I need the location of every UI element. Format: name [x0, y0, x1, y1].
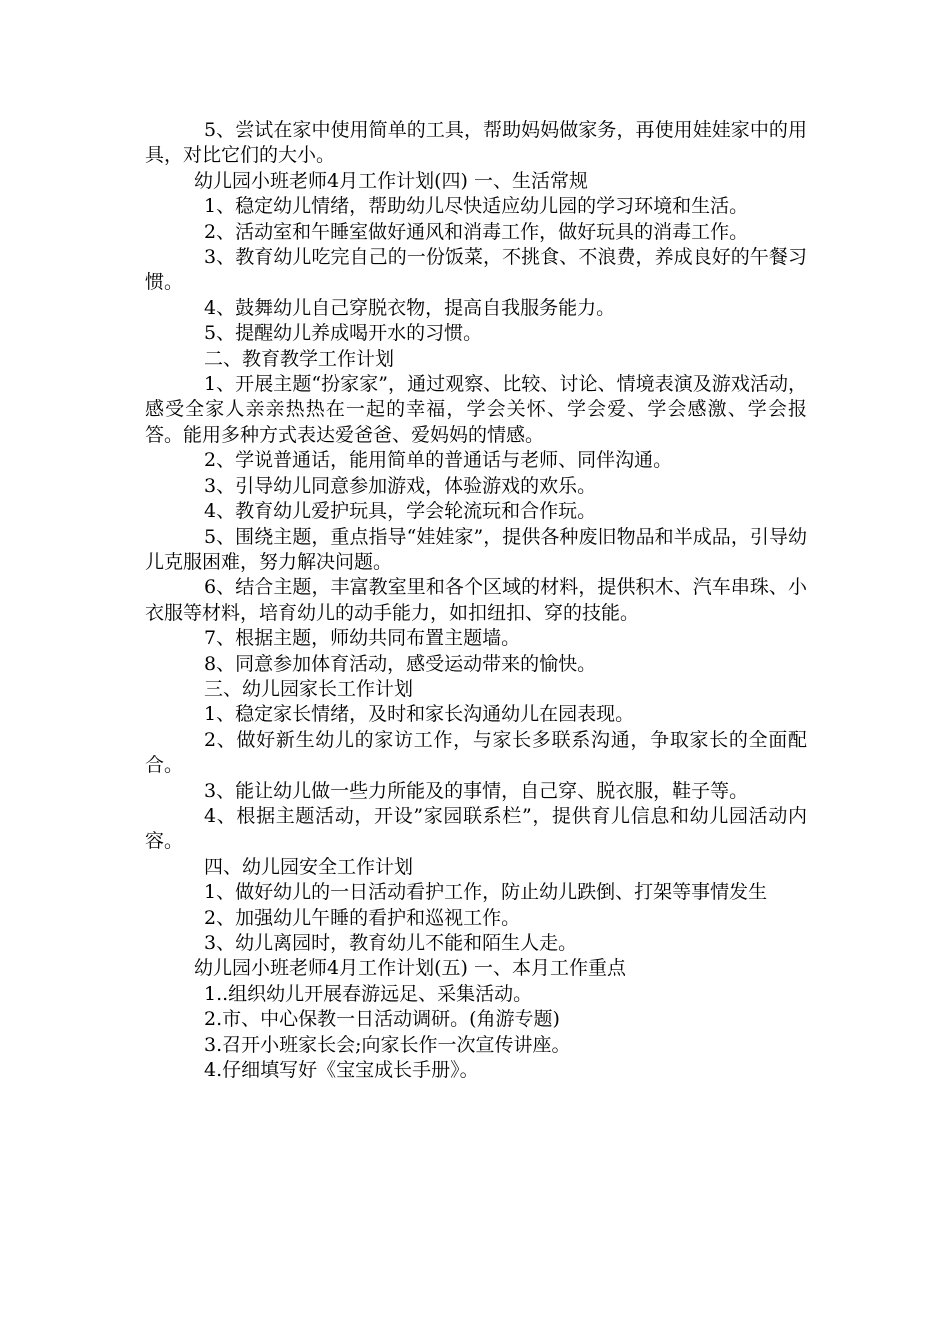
paragraph: 7、根据主题，师幼共同布置主题墙。: [204, 627, 521, 650]
paragraph: 3、能让幼儿做一些力所能及的事情，自己穿、脱衣服，鞋子等。: [204, 779, 749, 802]
paragraph: 3、幼儿离园时，教育幼儿不能和陌生人走。: [204, 932, 578, 954]
paragraph: 2、活动室和午睡室做好通风和消毒工作，做好玩具的消毒工作。: [204, 220, 749, 243]
paragraph: 2、学说普通话，能用简单的普通话与老师、同伴沟通。: [204, 449, 673, 472]
paragraph: 3、引导幼儿同意参加游戏，体验游戏的欢乐。: [204, 474, 597, 497]
paragraph: 1、开展主题“扮家家”，通过观察、比较、讨论、情境表演及游戏活动，感受全家人亲亲热热在一起的幸福，学会关怀、学会爱、学会感激、学会报答。能用多种方式表达爱爸爸、爱妈妈的情感。: [145, 373, 807, 446]
paragraph: 4、教育幼儿爱护玩具，学会轮流玩和合作玩。: [204, 500, 597, 523]
paragraph: 2、做好新生幼儿的家访工作，与家长多联系沟通，争取家长的全面配合。: [145, 728, 807, 777]
paragraph: 4、鼓舞幼儿自己穿脱衣物，提高自我服务能力。: [204, 296, 616, 319]
section-heading: 幼儿园小班老师4月工作计划(四) 一、生活常规: [194, 169, 588, 192]
paragraph: 5、围绕主题，重点指导“娃娃家”，提供各种废旧物品和半成品，引导幼儿克服困难，努力解决问题。: [145, 525, 807, 573]
paragraph: 4、根据主题活动，开设”家园联系栏”，提供育儿信息和幼儿园活动内容。: [145, 804, 807, 853]
section-heading: 二、教育教学工作计划: [204, 347, 395, 370]
paragraph: 5、提醒幼儿养成喝开水的习惯。: [204, 322, 483, 345]
paragraph: 3.召开小班家长会;向家长作一次宣传讲座。: [204, 1033, 571, 1056]
paragraph: 1、稳定家长情绪，及时和家长沟通幼儿在园表现。: [204, 703, 635, 726]
paragraph: 8、同意参加体育活动，感受运动带来的愉快。: [204, 652, 597, 675]
section-heading: 幼儿园小班老师4月工作计划(五) 一、本月工作重点: [194, 957, 626, 980]
paragraph: 1、做好幼儿的一日活动看护工作，防止幼儿跌倒、打架等事情发生: [204, 881, 768, 904]
section-heading: 三、幼儿园家长工作计划: [204, 677, 414, 700]
document-page: [145, 118, 807, 1083]
paragraph: 4.仔细填写好《宝宝成长手册》。: [204, 1059, 479, 1082]
paragraph: 1、稳定幼儿情绪，帮助幼儿尽快适应幼儿园的学习环境和生活。: [204, 195, 749, 218]
paragraph: 3、教育幼儿吃完自己的一份饭菜，不挑食、不浪费，养成良好的午餐习惯。: [145, 246, 807, 294]
paragraph: 2、加强幼儿午睡的看护和巡视工作。: [204, 906, 521, 929]
paragraph: 6、结合主题，丰富教室里和各个区域的材料，提供积木、汽车串珠、小衣服等材料，培育幼儿的动手能力，如扣纽扣、穿的技能。: [145, 576, 807, 624]
section-heading: 四、幼儿园安全工作计划: [204, 855, 414, 878]
paragraph: 1..组织幼儿开展春游远足、采集活动。: [204, 982, 533, 1005]
paragraph: 2.市、中心保教一日活动调研。(角游专题): [204, 1008, 560, 1031]
paragraph: 5、尝试在家中使用简单的工具，帮助妈妈做家务，再使用娃娃家中的用具，对比它们的大小。: [145, 119, 807, 167]
